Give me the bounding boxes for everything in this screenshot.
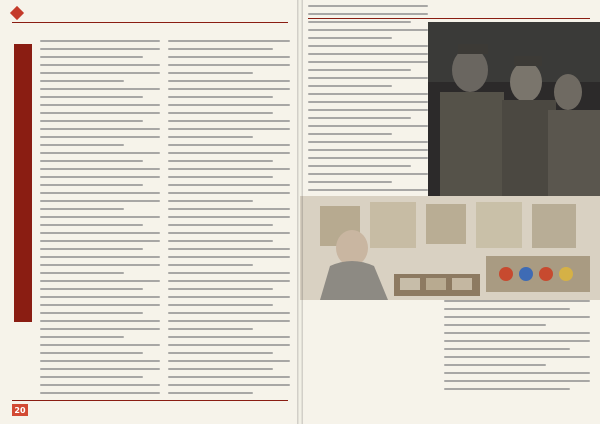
text-line	[168, 344, 290, 346]
text-line	[40, 80, 124, 82]
text-line	[168, 248, 290, 250]
text-line	[168, 352, 273, 354]
text-line	[168, 256, 290, 258]
text-line	[40, 200, 160, 202]
text-line	[40, 160, 143, 162]
text-line	[308, 149, 428, 151]
text-line	[40, 392, 160, 394]
text-line	[168, 328, 253, 330]
text-line	[308, 181, 392, 183]
text-line	[40, 88, 160, 90]
soldiers-photo	[428, 22, 600, 196]
text-line	[168, 176, 273, 178]
text-line	[168, 120, 290, 122]
text-line	[168, 184, 290, 186]
text-line	[168, 144, 290, 146]
text-line	[444, 388, 570, 390]
text-line	[168, 40, 290, 42]
text-line	[168, 128, 290, 130]
text-line	[168, 336, 290, 338]
text-line	[40, 208, 124, 210]
text-line	[308, 133, 392, 135]
text-line	[444, 380, 590, 382]
text-line	[308, 173, 428, 175]
book-gutter	[297, 0, 303, 424]
text-line	[40, 328, 160, 330]
text-line	[168, 104, 290, 106]
page-number: 20	[12, 404, 28, 416]
text-line	[40, 344, 160, 346]
text-line	[40, 216, 160, 218]
text-line	[308, 61, 428, 63]
text-line	[444, 308, 570, 310]
right-page	[300, 0, 600, 424]
text-line	[444, 348, 570, 350]
text-line	[40, 168, 160, 170]
text-line	[444, 364, 546, 366]
text-line	[40, 256, 160, 258]
text-line	[168, 272, 290, 274]
text-line	[40, 176, 160, 178]
text-line	[308, 53, 428, 55]
text-line	[168, 160, 273, 162]
text-line	[40, 72, 160, 74]
text-line	[168, 72, 253, 74]
text-line	[168, 88, 290, 90]
text-line	[308, 69, 411, 71]
text-line	[308, 157, 428, 159]
text-line	[40, 384, 160, 386]
text-column-1	[40, 40, 160, 398]
footer-rule	[12, 400, 288, 401]
text-line	[168, 304, 273, 306]
text-line	[444, 340, 590, 342]
header-rule	[12, 22, 288, 23]
text-line	[40, 336, 124, 338]
text-line	[40, 128, 160, 130]
text-line	[308, 21, 411, 23]
text-line	[168, 384, 290, 386]
text-line	[40, 368, 160, 370]
text-line	[40, 112, 160, 114]
text-line	[40, 96, 143, 98]
text-line	[308, 125, 428, 127]
text-line	[40, 104, 160, 106]
text-line	[40, 40, 160, 42]
text-line	[444, 316, 590, 318]
text-line	[308, 37, 392, 39]
text-line	[40, 248, 143, 250]
text-line	[40, 232, 160, 234]
text-line	[40, 144, 124, 146]
text-line	[40, 320, 160, 322]
text-line	[40, 240, 160, 242]
photo-bottom-left-blank	[300, 300, 444, 400]
text-line	[308, 45, 428, 47]
text-line	[308, 141, 428, 143]
text-line	[40, 304, 160, 306]
text-line	[168, 264, 253, 266]
text-line	[168, 216, 290, 218]
text-line	[168, 112, 273, 114]
text-line	[168, 200, 253, 202]
text-column-3	[308, 5, 428, 195]
text-line	[40, 192, 160, 194]
logo-mark-icon	[10, 6, 24, 20]
text-line	[40, 152, 160, 154]
text-line	[308, 77, 428, 79]
text-line	[40, 64, 160, 66]
text-line	[168, 320, 290, 322]
text-column-4	[444, 300, 590, 400]
text-line	[40, 184, 143, 186]
text-line	[40, 280, 160, 282]
text-line	[308, 189, 428, 191]
text-line	[40, 120, 143, 122]
text-line	[444, 300, 590, 302]
text-line	[168, 312, 290, 314]
photo-veteran-desk	[300, 196, 600, 300]
text-line	[444, 332, 590, 334]
text-line	[168, 96, 273, 98]
text-line	[308, 85, 392, 87]
text-line	[168, 224, 273, 226]
magazine-logo	[12, 6, 26, 20]
text-line	[168, 192, 290, 194]
text-line	[308, 5, 428, 7]
text-line	[308, 165, 411, 167]
text-line	[168, 48, 273, 50]
text-line	[444, 372, 590, 374]
text-line	[168, 240, 273, 242]
text-line	[444, 324, 546, 326]
text-line	[40, 296, 160, 298]
text-line	[40, 376, 143, 378]
text-column-2	[168, 40, 290, 398]
text-line	[40, 136, 160, 138]
photo-group-soldiers	[428, 22, 600, 196]
text-line	[168, 232, 290, 234]
text-line	[168, 392, 253, 394]
text-line	[40, 56, 143, 58]
text-line	[308, 101, 428, 103]
text-line	[40, 312, 143, 314]
text-line	[168, 64, 290, 66]
text-line	[168, 288, 273, 290]
text-line	[168, 56, 290, 58]
text-line	[444, 356, 590, 358]
veteran-photo	[300, 196, 600, 300]
section-strip	[14, 44, 32, 322]
text-line	[168, 152, 290, 154]
text-line	[308, 29, 428, 31]
text-line	[40, 224, 143, 226]
text-line	[168, 168, 290, 170]
text-line	[308, 117, 411, 119]
text-line	[168, 296, 290, 298]
text-line	[168, 280, 290, 282]
text-line	[168, 368, 273, 370]
text-line	[168, 360, 290, 362]
text-line	[168, 136, 253, 138]
text-line	[40, 360, 160, 362]
text-line	[40, 48, 160, 50]
text-line	[168, 80, 290, 82]
text-line	[308, 109, 428, 111]
text-line	[308, 13, 428, 15]
text-line	[40, 264, 160, 266]
text-line	[168, 208, 290, 210]
text-line	[40, 272, 124, 274]
text-line	[168, 376, 290, 378]
text-line	[308, 93, 428, 95]
text-line	[40, 352, 143, 354]
text-line	[40, 288, 143, 290]
